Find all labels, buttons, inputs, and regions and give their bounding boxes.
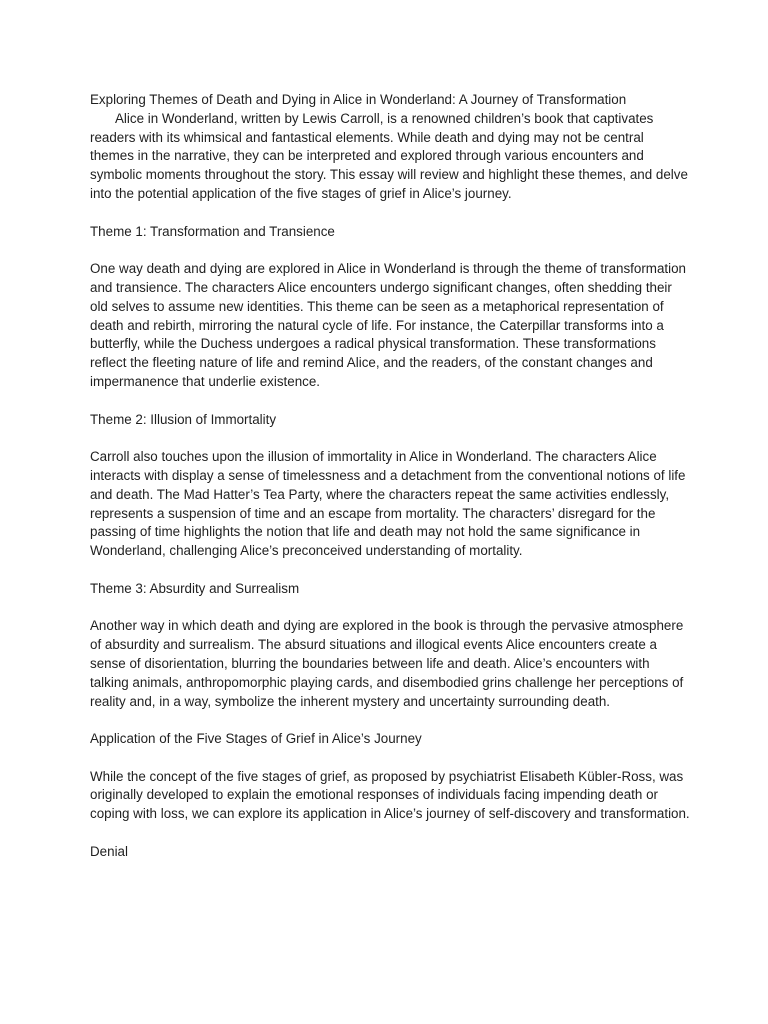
section-body-theme-1: One way death and dying are explored in Alice in Wonderland is through the theme of transformation and transience. The characters Alice encounters undergo significant changes, often shedding their old selves to assume new identities. This theme can be seen as a metaphorical representation of death and rebirth, mirroring the natural cycle of life. For instance, the Caterpillar transforms into a butterfly, while the Duchess undergoes a radical physical transformation. These transformations reflect the fleeting nature of life and remind Alice, and the readers, of the constant changes and impermanence that underlie existence. [90, 261, 686, 389]
section-heading-theme-1: Theme 1: Transformation and Transience [90, 223, 335, 239]
section-body-theme-2: Carroll also touches upon the illusion of immortality in Alice in Wonderland. The characters Alice interacts with display a sense of timelessness and a detachment from the conventional notions of life and death. The Mad Hatter’s Tea Party, where the characters repeat the same activities endlessly, represents a suspension of time and an escape from mortality. The characters’ disregard for the passing of time highlights the notion that life and death may not hold the same significance in Wonderland, challenging Alice’s preconceived understanding of mortality. [90, 449, 686, 559]
document-title: Exploring Themes of Death and Dying in Alice in Wonderland: A Journey of Transformation [90, 92, 627, 107]
document-page [90, 91, 690, 880]
section-body-theme-3: Another way in which death and dying are explored in the book is through the pervasive atmosphere of absurdity and surrealism. The absurd situations and illogical events Alice encounters create a sense of disorientation, blurring the boundaries between life and death. Alice’s encounters with talking animals, anthropomorphic playing cards, and disembodied grins challenge her perceptions of reality and, in a way, symbolize the inherent mystery and uncertainty surrounding death. [90, 618, 684, 709]
section-heading-denial: Denial [90, 843, 128, 859]
intro-paragraph: Alice in Wonderland, written by Lewis Carroll, is a renowned children’s book that captivates readers with its whimsical and fantastical elements. While death and dying may not be central themes in the narrative, they can be interpreted and explored through various encounters and symbolic moments throughout the story. This essay will review and highlight these themes, and delve into the potential application of the five stages of grief in Alice’s journey. [90, 110, 688, 201]
section-body-five-stages: While the concept of the five stages of grief, as proposed by psychiatrist Elisabeth Kübler-Ross, was originally developed to explain the emotional responses of individuals facing impending death or coping with loss, we can explore its application in Alice’s journey of self-discovery and transformation. [90, 768, 690, 822]
section-heading-theme-2: Theme 2: Illusion of Immortality [90, 411, 277, 427]
section-heading-five-stages: Application of the Five Stages of Grief in Alice’s Journey [90, 731, 422, 747]
section-heading-theme-3: Theme 3: Absurdity and Surrealism [90, 580, 300, 596]
